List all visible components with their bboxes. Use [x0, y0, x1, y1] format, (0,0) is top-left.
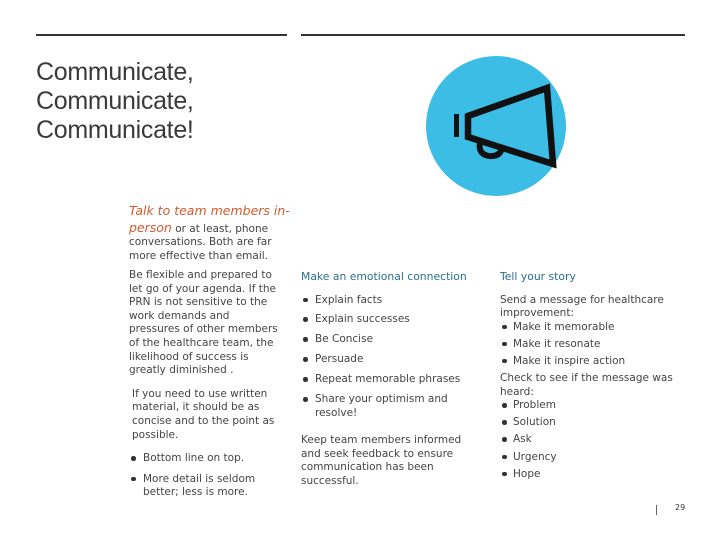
col2-bullet-list	[301, 294, 481, 421]
list-item: Make it resonate	[500, 338, 680, 352]
column-1	[129, 269, 279, 507]
title-line-1: Communicate,	[36, 58, 194, 86]
list-item: Ask	[500, 433, 680, 447]
title-line-3: Communicate!	[36, 116, 194, 144]
column-3	[500, 270, 680, 485]
top-rule-right	[301, 34, 685, 36]
col1-bullet-list	[129, 452, 279, 500]
col1-paragraph-2: If you need to use written material, it should be as concise and to the point as possible.	[132, 387, 275, 441]
col3-heading: Tell your story	[500, 270, 576, 283]
column-2	[301, 270, 481, 489]
list-item: Solution	[500, 416, 680, 430]
list-item: Bottom line on top.	[129, 452, 279, 466]
list-item: Persuade	[301, 353, 481, 367]
col2-heading: Make an emotional connection	[301, 270, 467, 283]
list-item: Explain facts	[301, 294, 481, 308]
col3-bullet-list-2	[500, 399, 680, 481]
list-item: Repeat memorable phrases	[301, 373, 481, 387]
col3-bullet-list-1	[500, 321, 680, 369]
list-item: More detail is seldom better; less is more.	[129, 473, 279, 500]
list-item: Problem	[500, 399, 680, 413]
top-rule-left	[36, 34, 287, 36]
list-item: Make it inspire action	[500, 355, 680, 369]
col3-paragraph-2: Check to see if the message was heard:	[500, 372, 673, 398]
col1-paragraph-1: Be flexible and prepared to let go of your agenda. If the PRN is not sensitive to the work demands and pressures of other members of the healthcare team, the likelihood of success is greatly diminished .	[129, 269, 278, 377]
list-item: Be Concise	[301, 333, 481, 347]
title-line-2: Communicate,	[36, 87, 194, 115]
list-item: Hope	[500, 468, 680, 482]
intro-rest: or at least, phone conversations. Both are far more effective than email.	[129, 222, 272, 262]
col3-paragraph-1: Send a message for healthcare improvement:	[500, 293, 664, 320]
page-number: 29	[675, 503, 686, 512]
slide-title	[36, 58, 296, 145]
list-item: Make it memorable	[500, 321, 680, 335]
col2-footer: Keep team members informed and seek feedback to ensure communication has been successful.	[301, 434, 462, 488]
megaphone-badge	[426, 56, 566, 196]
intro-text	[129, 203, 291, 263]
list-item: Explain successes	[301, 313, 481, 327]
megaphone-icon	[426, 56, 566, 196]
intro-accent: Talk to team members in-person	[129, 203, 290, 235]
page-number-separator	[656, 505, 657, 515]
list-item: Urgency	[500, 451, 680, 465]
list-item: Share your optimism and resolve!	[301, 393, 481, 420]
